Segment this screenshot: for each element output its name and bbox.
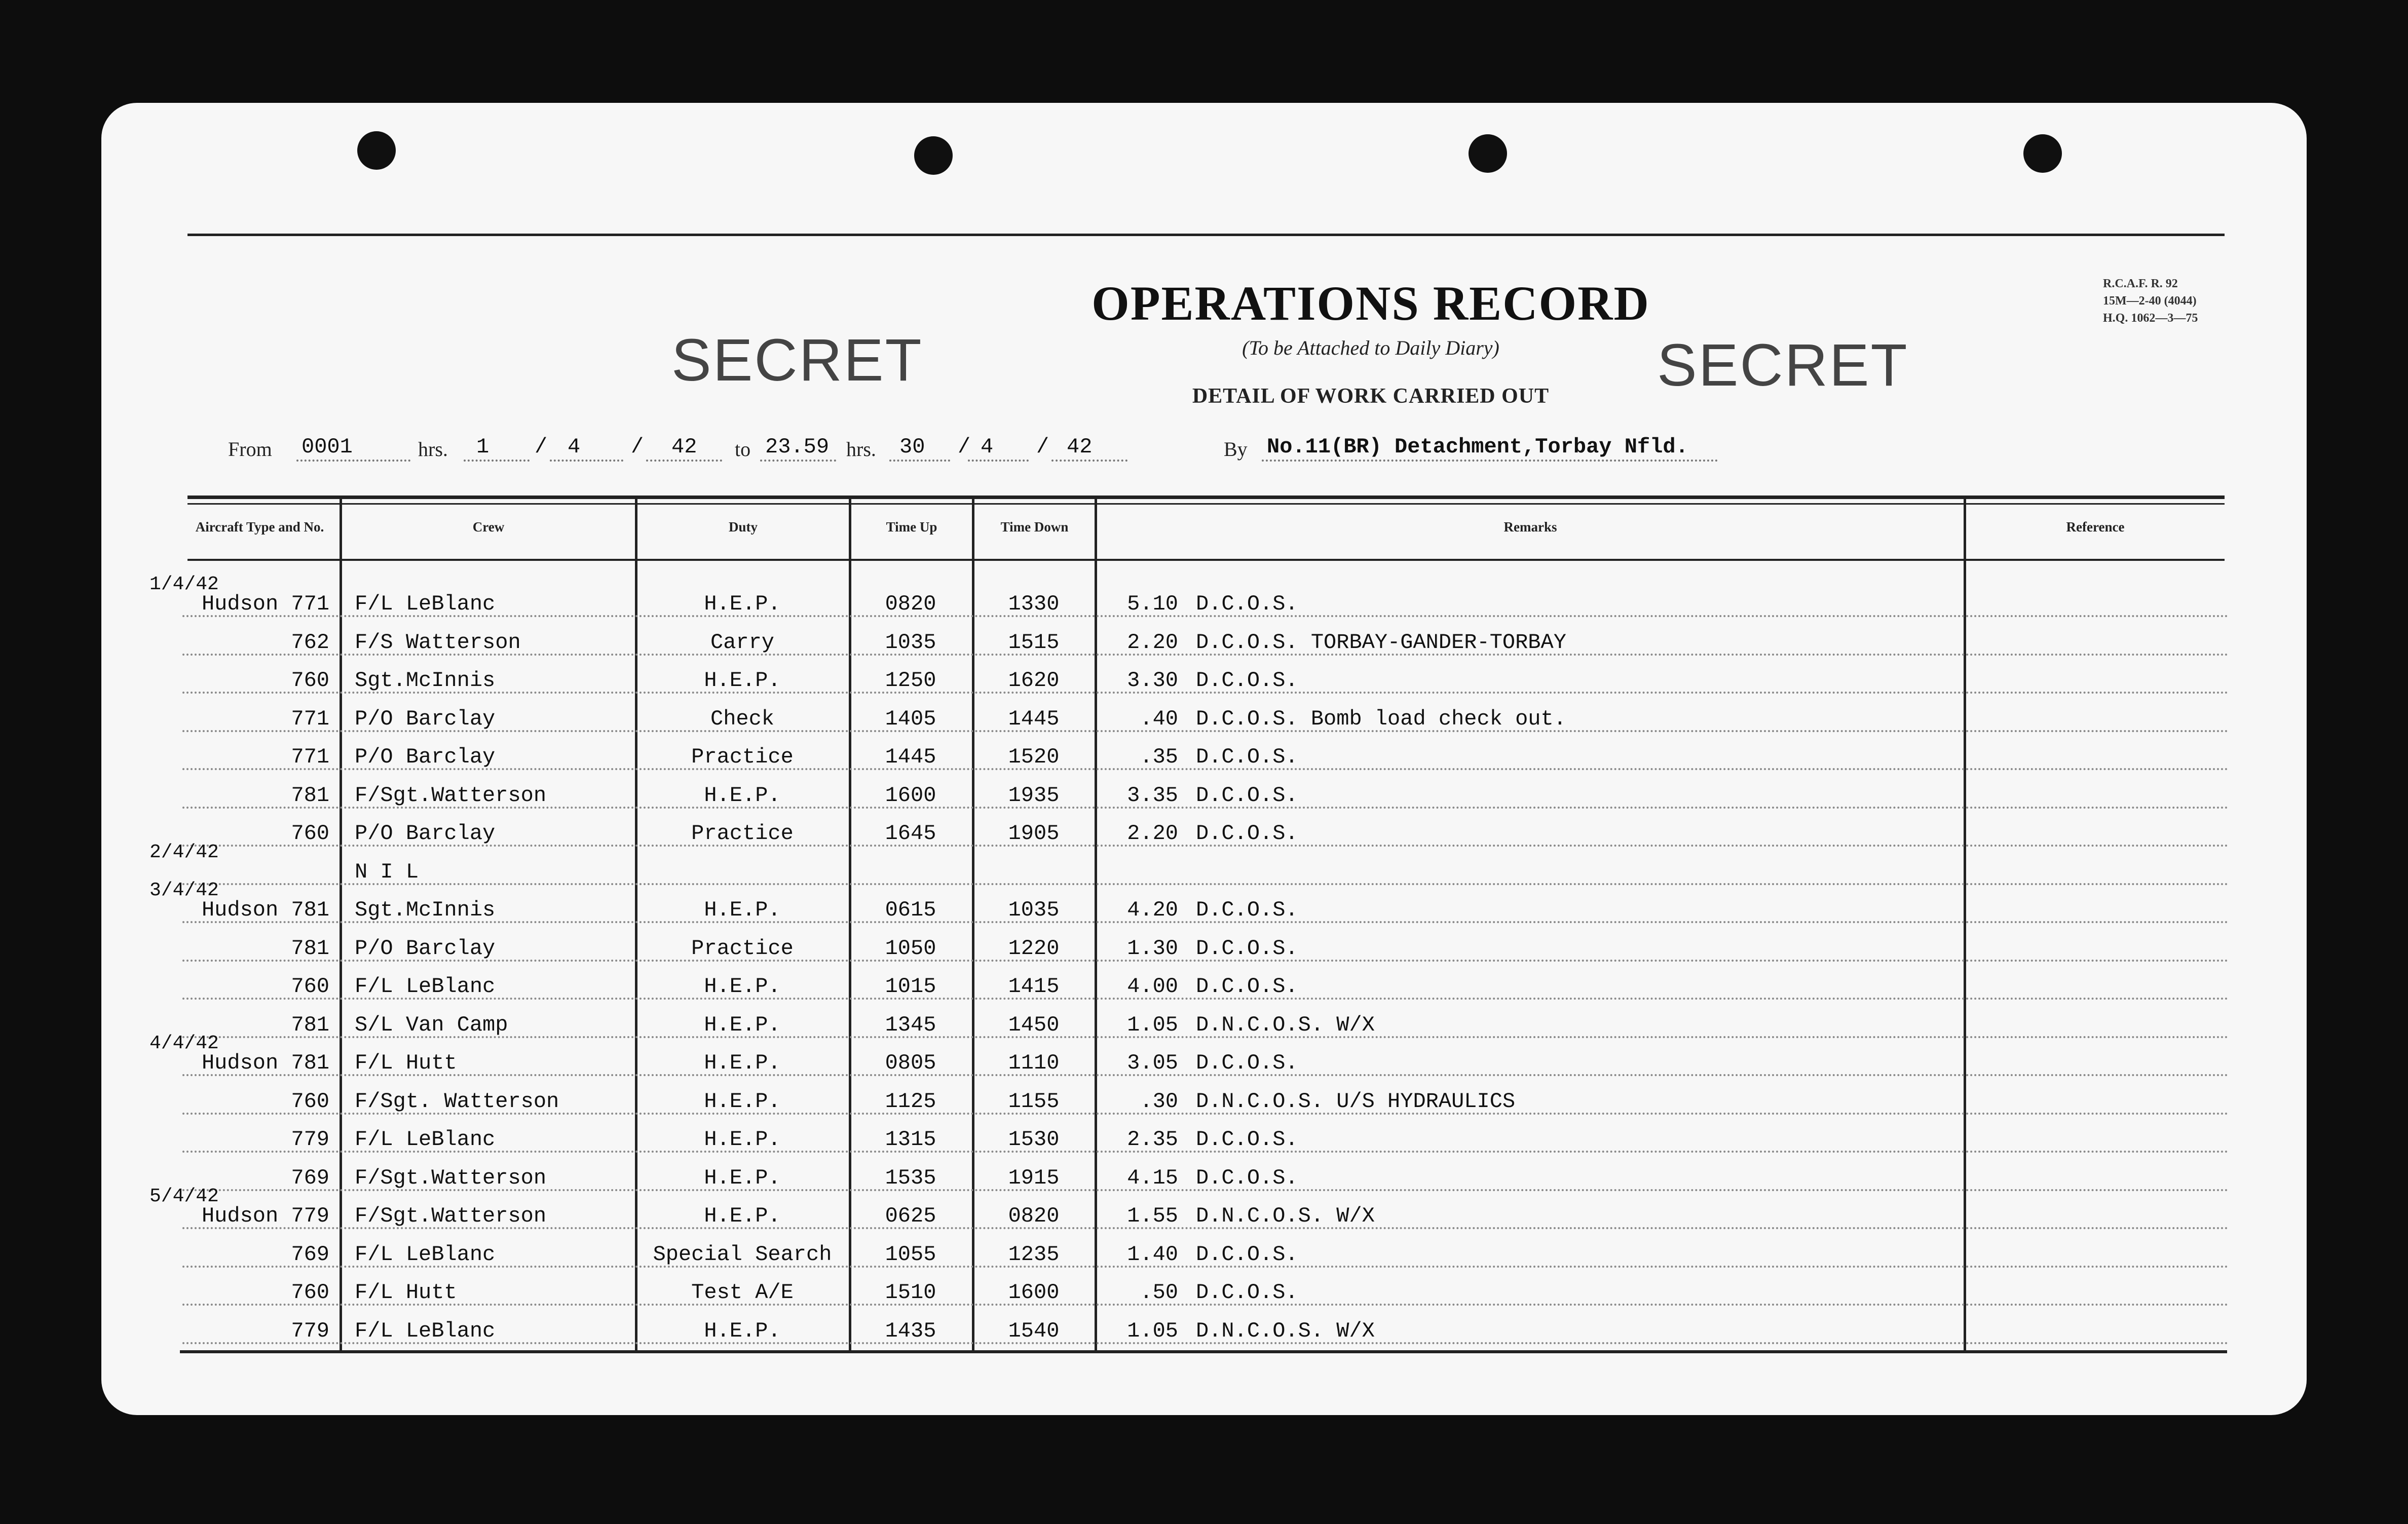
separator: /: [958, 435, 971, 459]
time-up-cell: 1015: [885, 974, 936, 999]
by-label: By: [1224, 438, 1248, 461]
aircraft-cell: 769: [291, 1165, 329, 1190]
aircraft-cell: 760: [291, 1280, 329, 1305]
duty-cell: H.E.P.: [704, 898, 781, 922]
crew-cell: Sgt.McInnis: [355, 668, 496, 693]
crew-cell: Sgt.McInnis: [355, 898, 496, 922]
aircraft-cell: 781: [291, 1012, 329, 1037]
to-year: 42: [1067, 435, 1093, 459]
to-time: 23.59: [765, 435, 830, 459]
aircraft-cell: 771: [291, 706, 329, 731]
detail-heading: DETAIL OF WORK CARRIED OUT: [1192, 385, 1550, 408]
aircraft-cell: 781: [291, 783, 329, 808]
col-header-crew: Crew: [472, 519, 505, 535]
aircraft-cell: 760: [291, 974, 329, 999]
remarks-cell: D.C.O.S.: [1196, 1165, 1298, 1190]
remarks-cell: D.C.O.S.: [1196, 1242, 1298, 1267]
crew-cell: F/Sgt.Watterson: [355, 1165, 547, 1190]
time-up-cell: 1445: [885, 745, 936, 769]
date-label: 3/4/42: [149, 880, 219, 901]
hours-cell: 1.30: [1127, 936, 1178, 961]
time-up-cell: 0625: [885, 1204, 936, 1228]
hours-cell: 3.05: [1127, 1051, 1178, 1075]
hours-cell: 2.20: [1127, 630, 1178, 655]
time-up-cell: 0820: [885, 592, 936, 616]
page-title: OPERATIONS RECORD: [1092, 276, 1650, 330]
time-up-cell: 1035: [885, 630, 936, 655]
date-label: 4/4/42: [149, 1033, 219, 1054]
remarks-cell: D.N.C.O.S. W/X: [1196, 1204, 1375, 1228]
to-month: 4: [981, 435, 994, 459]
from-month: 4: [568, 435, 581, 459]
time-down-cell: 1600: [1008, 1280, 1060, 1305]
crew-cell: N I L: [355, 859, 419, 884]
col-header-remarks: Remarks: [1503, 519, 1557, 535]
time-up-cell: 1600: [885, 783, 936, 808]
form-reference: R.C.A.F. R. 92 15M—2-40 (4044) H.Q. 1062—3—75: [2103, 277, 2198, 325]
time-down-cell: 1450: [1008, 1012, 1060, 1037]
remarks-cell: D.C.O.S.: [1196, 1051, 1298, 1075]
aircraft-cell: 760: [291, 821, 329, 846]
hours-cell: 4.00: [1127, 974, 1178, 999]
punch-hole: [914, 136, 953, 175]
date-label: 2/4/42: [149, 841, 219, 863]
time-down-cell: 1220: [1008, 936, 1060, 961]
remarks-cell: D.C.O.S.: [1196, 783, 1298, 808]
from-day: 1: [476, 435, 490, 459]
remarks-cell: D.C.O.S.: [1196, 1127, 1298, 1152]
time-down-cell: 1935: [1008, 783, 1060, 808]
duty-cell: Practice: [691, 821, 794, 846]
time-down-cell: 1110: [1008, 1051, 1060, 1075]
time-down-cell: 1035: [1008, 898, 1060, 922]
duty-cell: Practice: [691, 936, 794, 961]
unit-name: No.11(BR) Detachment,Torbay Nfld.: [1267, 435, 1688, 459]
duty-cell: H.E.P.: [704, 1165, 781, 1190]
aircraft-cell: Hudson 771: [201, 592, 329, 616]
duty-cell: H.E.P.: [704, 1204, 781, 1228]
aircraft-cell: Hudson 781: [201, 1051, 329, 1075]
hours-cell: 4.15: [1127, 1165, 1178, 1190]
duty-cell: H.E.P.: [704, 1318, 781, 1343]
time-down-cell: 1445: [1008, 706, 1060, 731]
crew-cell: F/L LeBlanc: [355, 592, 496, 616]
hours-cell: .35: [1140, 745, 1178, 769]
page-subtitle: (To be Attached to Daily Diary): [1242, 336, 1499, 359]
time-down-cell: 1520: [1008, 745, 1060, 769]
duty-cell: H.E.P.: [704, 783, 781, 808]
header-rule: [187, 559, 2225, 561]
crew-cell: F/Sgt.Watterson: [355, 783, 547, 808]
hrs-label: hrs.: [846, 438, 876, 461]
hours-cell: .50: [1140, 1280, 1178, 1305]
duty-cell: Practice: [691, 745, 794, 769]
time-down-cell: 1235: [1008, 1242, 1060, 1267]
remarks-cell: D.C.O.S.: [1196, 974, 1298, 999]
crew-cell: F/L Hutt: [355, 1280, 457, 1305]
hours-cell: 1.40: [1127, 1242, 1178, 1267]
time-up-cell: 0805: [885, 1051, 936, 1075]
secret-stamp-left: SECRET: [671, 327, 923, 394]
duty-cell: H.E.P.: [704, 974, 781, 999]
table-bottom-rule: [180, 1350, 2227, 1353]
time-up-cell: 1510: [885, 1280, 936, 1305]
to-day: 30: [899, 435, 925, 459]
crew-cell: F/Sgt. Watterson: [355, 1089, 559, 1114]
hours-cell: 4.20: [1127, 898, 1178, 922]
time-up-cell: 1435: [885, 1318, 936, 1343]
remarks-cell: D.C.O.S. TORBAY-GANDER-TORBAY: [1196, 630, 1566, 655]
remarks-cell: D.C.O.S.: [1196, 1280, 1298, 1305]
duty-cell: H.E.P.: [704, 1012, 781, 1037]
remarks-cell: D.N.C.O.S. W/X: [1196, 1318, 1375, 1343]
crew-cell: F/L LeBlanc: [355, 974, 496, 999]
remarks-cell: D.C.O.S. Bomb load check out.: [1196, 706, 1566, 731]
hours-cell: 3.35: [1127, 783, 1178, 808]
crew-cell: F/Sgt.Watterson: [355, 1204, 547, 1228]
aircraft-cell: Hudson 779: [201, 1204, 329, 1228]
time-down-cell: 0820: [1008, 1204, 1060, 1228]
aircraft-cell: 779: [291, 1127, 329, 1152]
time-up-cell: 1405: [885, 706, 936, 731]
record-sheet: [101, 103, 2307, 1415]
from-label: From: [228, 438, 272, 461]
crew-cell: P/O Barclay: [355, 706, 496, 731]
separator: /: [1036, 435, 1049, 459]
crew-cell: S/L Van Camp: [355, 1012, 508, 1037]
duty-cell: H.E.P.: [704, 1089, 781, 1114]
time-up-cell: 0615: [885, 898, 936, 922]
col-header-time-up: Time Up: [886, 519, 937, 535]
punch-hole: [357, 131, 396, 170]
crew-cell: F/L LeBlanc: [355, 1318, 496, 1343]
separator: /: [535, 435, 548, 459]
remarks-cell: D.N.C.O.S. W/X: [1196, 1012, 1375, 1037]
from-time: 0001: [302, 435, 353, 459]
aircraft-cell: 781: [291, 936, 329, 961]
remarks-cell: D.C.O.S.: [1196, 592, 1298, 616]
secret-stamp-right: SECRET: [1657, 332, 1909, 399]
time-up-cell: 1315: [885, 1127, 936, 1152]
table-top-rule: [187, 496, 2225, 499]
time-down-cell: 1540: [1008, 1318, 1060, 1343]
date-label: 5/4/42: [149, 1186, 219, 1207]
aircraft-cell: Hudson 781: [201, 898, 329, 922]
from-year: 42: [671, 435, 697, 459]
col-header-reference: Reference: [2066, 519, 2125, 535]
duty-cell: H.E.P.: [704, 668, 781, 693]
time-up-cell: 1125: [885, 1089, 936, 1114]
hours-cell: 2.35: [1127, 1127, 1178, 1152]
time-down-cell: 1620: [1008, 668, 1060, 693]
hrs-label: hrs.: [418, 438, 448, 461]
time-down-cell: 1905: [1008, 821, 1060, 846]
time-down-cell: 1915: [1008, 1165, 1060, 1190]
duty-cell: Carry: [710, 630, 775, 655]
hours-cell: 1.55: [1127, 1204, 1178, 1228]
crew-cell: F/L Hutt: [355, 1051, 457, 1075]
time-up-cell: 1535: [885, 1165, 936, 1190]
remarks-cell: D.C.O.S.: [1196, 898, 1298, 922]
hours-cell: 1.05: [1127, 1012, 1178, 1037]
remarks-cell: D.C.O.S.: [1196, 821, 1298, 846]
duty-cell: Test A/E: [691, 1280, 794, 1305]
to-label: to: [735, 438, 751, 461]
aircraft-cell: 762: [291, 630, 329, 655]
crew-cell: F/S Watterson: [355, 630, 521, 655]
date-label: 1/4/42: [149, 574, 219, 595]
hours-cell: 5.10: [1127, 592, 1178, 616]
time-up-cell: 1050: [885, 936, 936, 961]
hours-cell: 2.20: [1127, 821, 1178, 846]
time-down-cell: 1515: [1008, 630, 1060, 655]
aircraft-cell: 771: [291, 745, 329, 769]
crew-cell: P/O Barclay: [355, 821, 496, 846]
time-down-cell: 1530: [1008, 1127, 1060, 1152]
col-header-time-down: Time Down: [1000, 519, 1069, 535]
duty-cell: Special Search: [653, 1242, 832, 1267]
remarks-cell: D.C.O.S.: [1196, 668, 1298, 693]
duty-cell: Check: [710, 706, 775, 731]
time-up-cell: 1345: [885, 1012, 936, 1037]
aircraft-cell: 779: [291, 1318, 329, 1343]
time-down-cell: 1415: [1008, 974, 1060, 999]
crew-cell: P/O Barclay: [355, 745, 496, 769]
col-header-duty: Duty: [728, 519, 758, 535]
aircraft-cell: 769: [291, 1242, 329, 1267]
aircraft-cell: 760: [291, 1089, 329, 1114]
separator: /: [631, 435, 644, 459]
crew-cell: F/L LeBlanc: [355, 1242, 496, 1267]
hours-cell: 1.05: [1127, 1318, 1178, 1343]
time-down-cell: 1155: [1008, 1089, 1060, 1114]
punch-hole: [1469, 134, 1507, 173]
aircraft-cell: 760: [291, 668, 329, 693]
punch-hole: [2023, 134, 2062, 173]
hours-cell: .40: [1140, 706, 1178, 731]
hours-cell: 3.30: [1127, 668, 1178, 693]
time-up-cell: 1645: [885, 821, 936, 846]
time-up-cell: 1055: [885, 1242, 936, 1267]
remarks-cell: D.C.O.S.: [1196, 745, 1298, 769]
crew-cell: F/L LeBlanc: [355, 1127, 496, 1152]
duty-cell: H.E.P.: [704, 592, 781, 616]
hours-cell: .30: [1140, 1089, 1178, 1114]
remarks-cell: D.C.O.S.: [1196, 936, 1298, 961]
time-up-cell: 1250: [885, 668, 936, 693]
duty-cell: H.E.P.: [704, 1051, 781, 1075]
time-down-cell: 1330: [1008, 592, 1060, 616]
crew-cell: P/O Barclay: [355, 936, 496, 961]
top-rule: [187, 234, 2225, 236]
duty-cell: H.E.P.: [704, 1127, 781, 1152]
col-header-aircraft: Aircraft Type and No.: [195, 519, 324, 535]
remarks-cell: D.N.C.O.S. U/S HYDRAULICS: [1196, 1089, 1516, 1114]
